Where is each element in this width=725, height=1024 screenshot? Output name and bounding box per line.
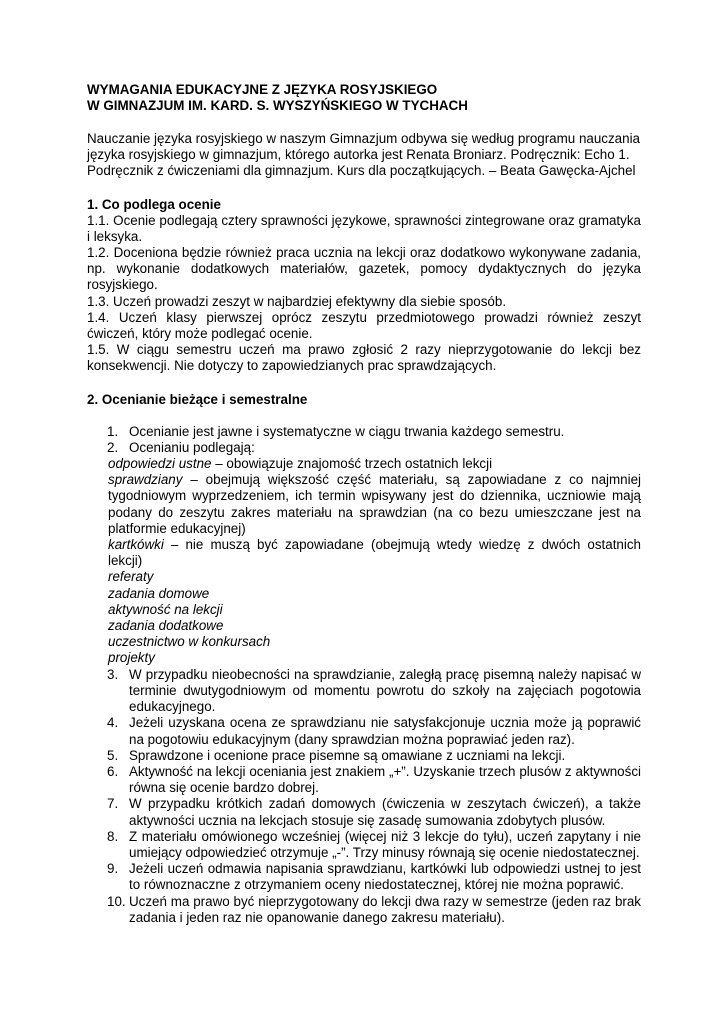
form-tests: sprawdziany – obejmują większość część materiału, są zapowiadane z co najmniej tygodniowym wyprzedzeniem, ich termin wpisywany jest do dziennika, uczniowie mają podany do zeszytu zakres materiału na sprawdzian (na co bezu umieszczane jest na platformie edukacyjnej) bbox=[108, 472, 641, 536]
list-item: 5. Sprawdzone i ocenione prace pisemne są omawiane z uczniami na lekcji. bbox=[107, 747, 566, 763]
section-1-point-5: 1.5. W ciągu semestru uczeń ma prawo zgłosić 2 razy nieprzygotowanie do lekcji bez konsekwencji. Nie dotyczy to zapowiedzianych prac sprawdzających. bbox=[87, 342, 641, 374]
form-activity: aktywność na lekcji bbox=[108, 601, 223, 617]
title-line-2: W GIMNAZJUM IM. KARD. S. WYSZYŃSKIEGO W TYCHACH bbox=[87, 98, 468, 113]
intro-paragraph: Nauczanie języka rosyjskiego w naszym Gimnazjum odbywa się według programu nauczania języka rosyjskiego w gimnazjum, którego autorka jest Renata Broniarz. Podręcznik: Echo 1. Podręcznik z ćwiczeniami dla gimnazjum. Kurs dla początkujących. – Beata Gawęcka-Ajchel bbox=[87, 131, 640, 179]
section-1-point-1: 1.1. Ocenie podlegają cztery sprawności językowe, sprawności zintegrowane oraz gramatyka i leksyka. bbox=[87, 212, 641, 244]
list-item: 6. Aktywność na lekcji oceniania jest znakiem „+”. Uzyskanie trzech plusów z aktywności równa się ocenie bardzo dobrej. bbox=[107, 763, 641, 796]
section-2-heading: 2. Ocenianie bieżące i semestralne bbox=[87, 391, 308, 407]
section-1-point-4: 1.4. Uczeń klasy pierwszej oprócz zeszytu przedmiotowego prowadzi również zeszyt ćwiczeń, który może podlegać ocenie. bbox=[87, 309, 641, 342]
form-extra-tasks: zadania dodatkowe bbox=[108, 618, 224, 634]
list-item: 7. W przypadku krótkich zadań domowych (ćwiczenia w zeszytach ćwiczeń), a także aktywności ucznia na lekcjach stosuje się zasadę sumowania zdobytych plusów. bbox=[107, 796, 641, 828]
form-quizzes: kartkówki – nie muszą być zapowiadane (obejmują wtedy wiedzę z dwóch ostatnich lekcji) bbox=[108, 537, 641, 569]
list-item: 9. Jeżeli uczeń odmawia napisania sprawdzianu, kartkówki lub odpowiedzi ustnej to jest to równoznaczne z otrzymaniem oceny niedostatecznej, której nie można poprawić. bbox=[107, 861, 641, 893]
section-1-point-3: 1.3. Uczeń prowadzi zeszyt w najbardziej efektywny dla siebie sposób. bbox=[87, 293, 507, 309]
form-oral-answers: odpowiedzi ustne – obowiązuje znajomość trzech ostatnich lekcji bbox=[108, 456, 493, 472]
list-item: 8. Z materiału omówionego wcześniej (więcej niż 3 lekcje do tyłu), uczeń zapytany i nie umiejący odpowiedzieć otrzymuje „-”. Trzy minusy równają się ocenie niedostatecznej. bbox=[107, 828, 641, 860]
list-item: 3. W przypadku nieobecności na sprawdzianie, zaległą pracę pisemną należy napisać w terminie dwutygodniowym od momentu powrotu do szkoły na zajęciach pogotowia edukacyjnego. bbox=[107, 666, 641, 715]
list-item: 2. Ocenianiu podlegają: bbox=[107, 439, 255, 455]
assessment-list bbox=[87, 424, 641, 926]
form-homework: zadania domowe bbox=[108, 585, 210, 601]
form-reports: referaty bbox=[108, 569, 154, 585]
form-contests: uczestnictwo w konkursach bbox=[108, 634, 271, 650]
title-line-1: WYMAGANIA EDUKACYJNE Z JĘZYKA ROSYJSKIEGO bbox=[87, 82, 438, 97]
list-item: 4. Jeżeli uzyskana ocena ze sprawdzianu nie satysfakcjonuje ucznia może ją poprawić na pogotowiu edukacyjnym (dany sprawdzian można poprawiać jeden raz). bbox=[107, 715, 641, 747]
section-1-point-2: 1.2. Doceniona będzie również praca ucznia na lekcji oraz dodatkowo wykonywane zadania, np. wykonanie dodatkowych materiałów, gazetek, pomocy dydaktycznych do języka rosyjskiego. bbox=[87, 245, 641, 293]
section-1-heading: 1. Co podlega ocenie bbox=[87, 196, 221, 212]
form-projects: projekty bbox=[108, 650, 155, 666]
list-item: 1. Ocenianie jest jawne i systematyczne w ciągu trwania każdego semestru. bbox=[107, 423, 565, 439]
list-item: 10. Uczeń ma prawo być nieprzygotowany do lekcji dwa razy w semestrze (jeden raz brak zadania i jeden raz nie opanowanie danego zakresu materiału). bbox=[107, 893, 641, 925]
